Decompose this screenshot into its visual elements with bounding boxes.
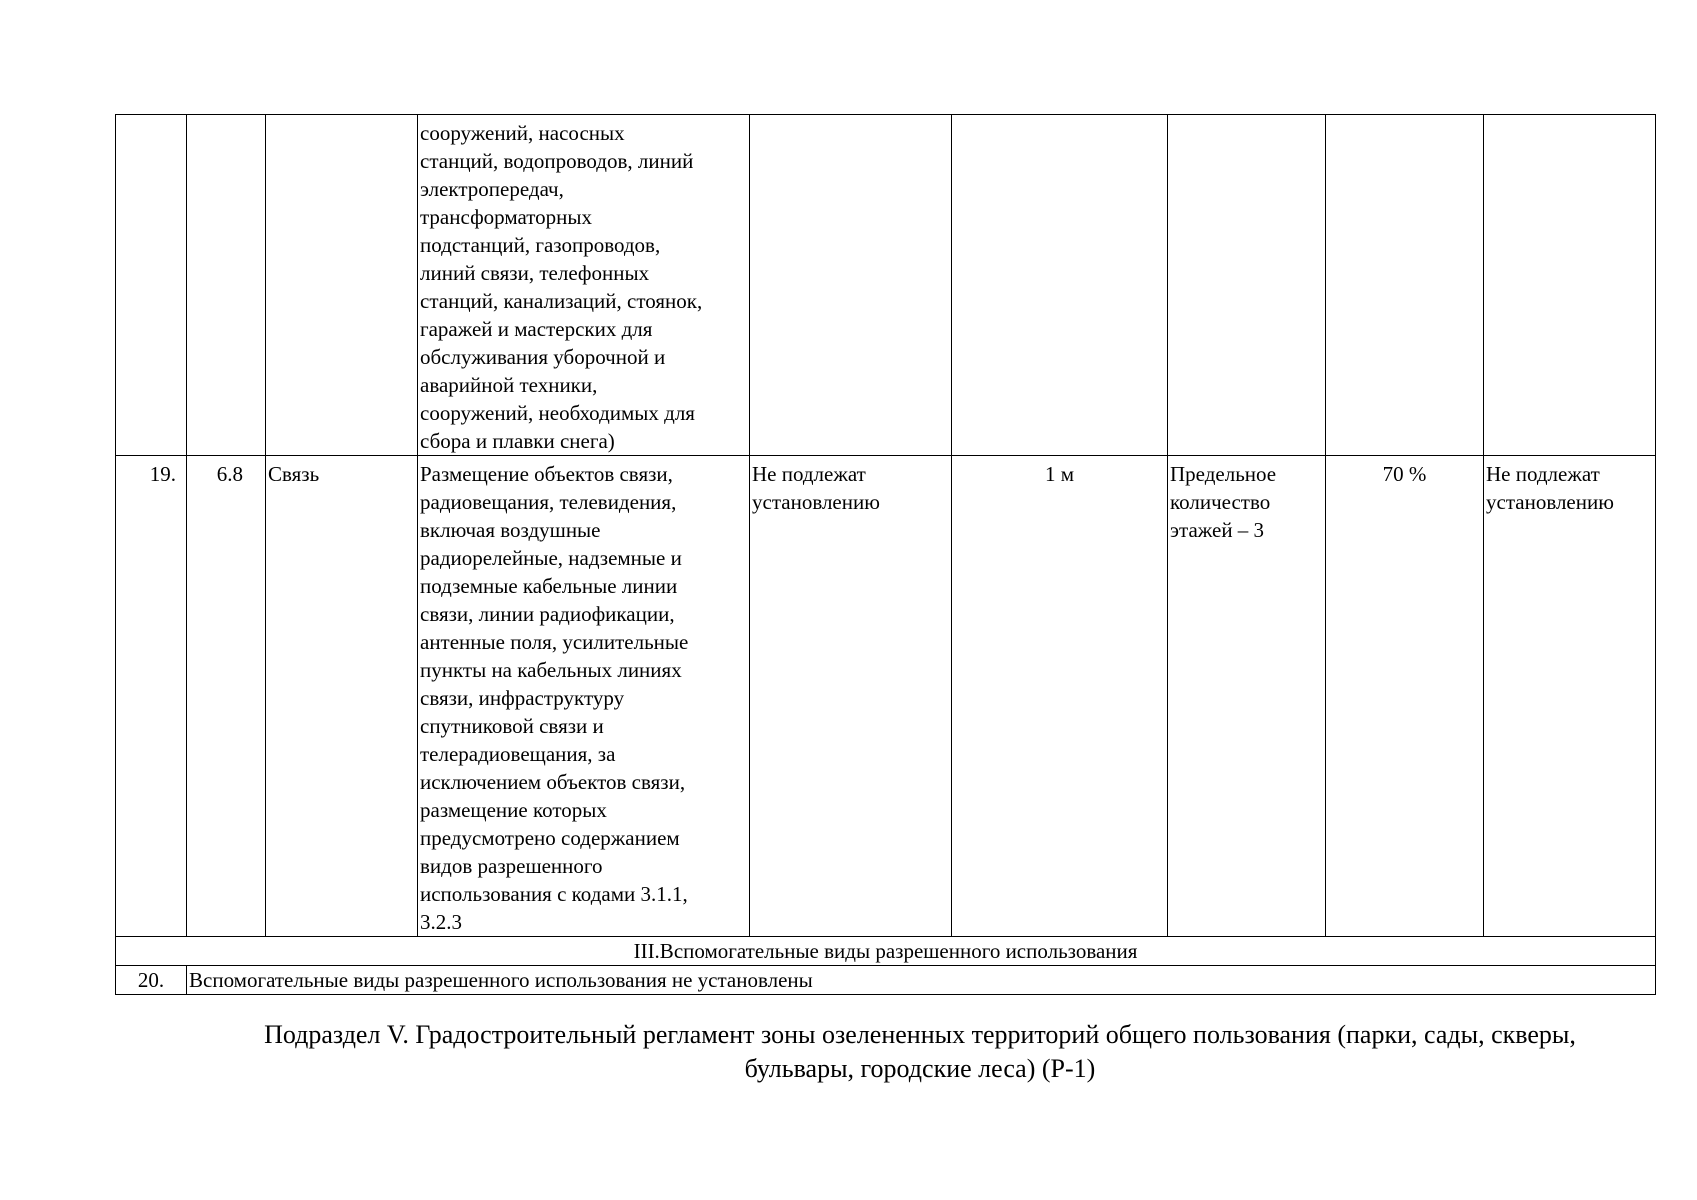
cell-plot-size bbox=[750, 115, 952, 456]
cell-number bbox=[116, 115, 187, 456]
cell-other: Не подлежат установлению bbox=[1484, 456, 1656, 937]
cell-number: 20. bbox=[116, 966, 187, 995]
cell-height-limit: Предельное количество этажей – 3 bbox=[1168, 456, 1326, 937]
regulation-table bbox=[115, 114, 1656, 995]
cell-description: сооружений, насосных станций, водопроводов, линий электропередач, трансформаторных подстанций, газопроводов, линий связи, телефонных станций, канализаций, стоянок, гаражей и мастерских для обслуживания уборочной и аварийной техники, сооружений, необходимых для сбора и плавки снега) bbox=[418, 115, 750, 456]
cell-name bbox=[266, 115, 418, 456]
cell-setback: 1 м bbox=[952, 456, 1168, 937]
cell-text: Вспомогательные виды разрешенного использования не установлены bbox=[187, 966, 1656, 995]
subsection-title-line-1: Подраздел V. Градостроительный регламент зоны озелененных территорий общего пользования (парки, сады, скверы, bbox=[264, 1020, 1576, 1049]
cell-code: 6.8 bbox=[187, 456, 266, 937]
cell-setback bbox=[952, 115, 1168, 456]
cell-coverage bbox=[1326, 115, 1484, 456]
table-row-20 bbox=[116, 966, 1656, 995]
cell-name: Связь bbox=[266, 456, 418, 937]
table-row-section-heading bbox=[116, 937, 1656, 966]
cell-code bbox=[187, 115, 266, 456]
cell-coverage: 70 % bbox=[1326, 456, 1484, 937]
cell-plot-size: Не подлежат установлению bbox=[750, 456, 952, 937]
section-heading: III.Вспомогательные виды разрешенного использования bbox=[116, 937, 1656, 966]
table-row-19 bbox=[116, 456, 1656, 937]
cell-description: Размещение объектов связи, радиовещания, телевидения, включая воздушные радиорелейные, надземные и подземные кабельные линии связи, линии радиофикации, антенные поля, усилительные пункты на кабельных линиях связи, инфраструктуру спутниковой связи и телерадиовещания, за исключением объектов связи, размещение которых предусмотрено содержанием видов разрешенного использования с кодами 3.1.1, 3.2.3 bbox=[418, 456, 750, 937]
subsection-title bbox=[170, 1018, 1670, 1086]
table-row-continued bbox=[116, 115, 1656, 456]
cell-height-limit bbox=[1168, 115, 1326, 456]
cell-other bbox=[1484, 115, 1656, 456]
subsection-title-line-2: бульвары, городские леса) (Р-1) bbox=[744, 1054, 1096, 1083]
cell-number: 19. bbox=[116, 456, 187, 937]
